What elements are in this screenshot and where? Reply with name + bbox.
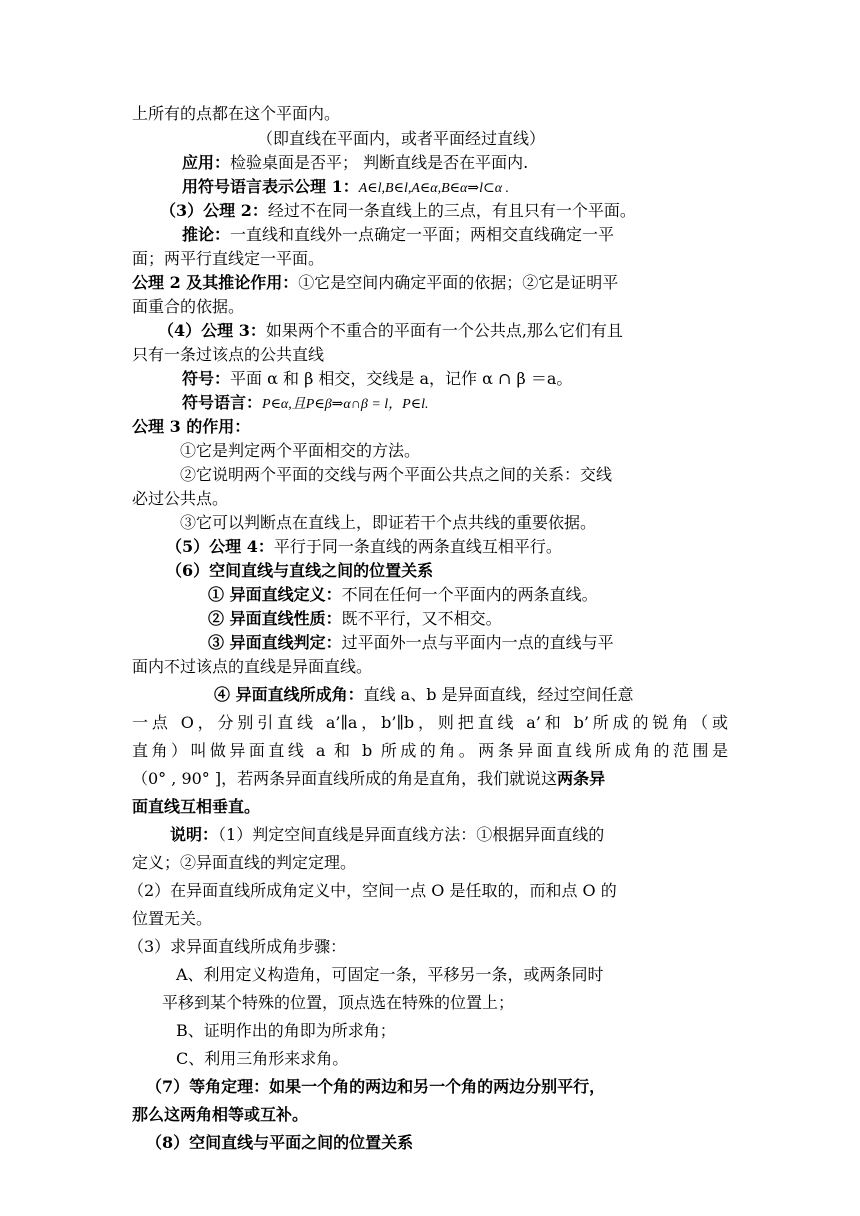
text-line xyxy=(208,585,598,605)
text-line: 位置无关。 xyxy=(132,909,213,928)
line-label: （4）公理 3： xyxy=(158,321,266,340)
text-line xyxy=(182,369,572,389)
line-label: ① 异面直线定义： xyxy=(208,585,342,604)
text-line xyxy=(182,393,428,415)
text-line: 必过公共点。 xyxy=(132,489,229,508)
text-line xyxy=(182,153,528,173)
text-line: 只有一条过该点的公共直线 xyxy=(132,345,325,364)
text-line: A、利用定义构造角，可固定一条，平移另一条，或两条同时 xyxy=(176,965,604,984)
line-text: 平面 α 和 β 相交，交线是 a，记作 α ∩ β ＝a。 xyxy=(230,369,573,388)
section-heading: （6）空间直线与直线之间的位置关系 xyxy=(166,561,434,580)
text-line: 一点 O，分别引直线 a’∥a，b’∥b，则把直线 a’和 b’所成的锐角（或 xyxy=(132,713,728,732)
line-label: ④ 异面直线所成角： xyxy=(214,685,364,704)
line-label: 符号语言： xyxy=(182,393,263,412)
text-line xyxy=(132,273,618,293)
text-line xyxy=(170,825,604,845)
line-label: 用符号语言表示公理 1： xyxy=(182,177,359,196)
text-line: 定义；②异面直线的判定定理。 xyxy=(132,853,357,872)
text-line: 平移到某个特殊的位置，顶点选在特殊的位置上； xyxy=(162,993,515,1012)
text-line xyxy=(214,685,634,705)
line-text: ①它是空间内确定平面的依据；②它是证明平 xyxy=(298,273,619,292)
line-label: ② 异面直线性质： xyxy=(208,609,342,628)
line-label: 公理 2 及其推论作用： xyxy=(132,273,299,292)
text-line: 直角）叫做异面直线 a 和 b 所成的角。两条异面直线所成角的范围是 xyxy=(132,741,728,760)
text-line xyxy=(208,609,502,629)
text-line xyxy=(132,769,605,789)
line-text: 检验桌面是否平； 判断直线是否在平面内. xyxy=(230,153,529,172)
text-line: ③它可以判断点在直线上，即证若干个点共线的重要依据。 xyxy=(180,513,597,532)
line-text: （1）判定空间直线是异面直线方法：①根据异面直线的 xyxy=(218,825,605,844)
line-label: 推论： xyxy=(182,225,231,244)
line-text: 不同在任何一个平面内的两条直线。 xyxy=(341,585,598,604)
text-line xyxy=(166,537,562,557)
section-heading: 公理 3 的作用： xyxy=(132,417,251,436)
theorem-line: 那么这两角相等或互补。 xyxy=(132,1105,309,1124)
text-line: 面重合的依据。 xyxy=(132,297,245,316)
text-line: （2）在异面直线所成角定义中，空间一点 O 是任取的，而和点 O 的 xyxy=(128,881,617,900)
text-line: C、利用三角形来求角。 xyxy=(176,1049,349,1068)
text-line: ②它说明两个平面的交线与两个平面公共点之间的关系：交线 xyxy=(180,465,613,484)
text-line xyxy=(182,225,614,245)
section-heading: （8）空间直线与平面之间的位置关系 xyxy=(146,1133,414,1152)
text-line xyxy=(160,201,636,221)
text-line xyxy=(158,321,623,341)
line-label: （5）公理 4： xyxy=(166,537,274,556)
line-text: 既不平行，又不相交。 xyxy=(341,609,502,628)
emphasis-text: 两条异 xyxy=(557,769,606,788)
line-label: （3）公理 2： xyxy=(160,201,268,220)
theorem-line: （7）等角定理：如果一个角的两边和另一个角的两边分别平行， xyxy=(146,1077,606,1096)
symbolic-formula: A∈l,B∈l,A∈α,B∈α⇒l⊂α . xyxy=(358,181,510,196)
symbolic-formula: P∈α,且P∈β⇒α∩β = l，P∈l. xyxy=(262,397,429,412)
text-line: （即直线在平面内，或者平面经过直线） xyxy=(257,129,546,148)
line-label: 符号： xyxy=(182,369,231,388)
line-text: 过平面外一点与平面内一点的直线与平 xyxy=(341,633,614,652)
line-text: 平行于同一条直线的两条直线互相平行。 xyxy=(273,537,562,556)
line-label: 应用： xyxy=(182,153,231,172)
text-line xyxy=(182,177,509,199)
text-line: （3）求异面直线所成角步骤： xyxy=(128,937,347,956)
line-text: （0° , 90° ]，若两条异面直线所成的角是直角，我们就说这 xyxy=(132,769,558,788)
text-line: B、证明作出的角即为所求角； xyxy=(176,1021,396,1040)
line-label: 说明： xyxy=(170,825,219,844)
text-line: 上所有的点都在这个平面内。 xyxy=(132,104,341,123)
emphasis-line: 面直线互相垂直。 xyxy=(132,797,261,816)
text-line: 面内不过该点的直线是异面直线。 xyxy=(132,657,373,676)
line-label: ③ 异面直线判定： xyxy=(208,633,342,652)
text-line: 面；两平行直线定一平面。 xyxy=(132,249,325,268)
line-text: 一直线和直线外一点确定一平面；两相交直线确定一平 xyxy=(230,225,615,244)
line-text: 经过不在同一条直线上的三点，有且只有一个平面。 xyxy=(267,201,636,220)
line-text: 直线 a、b 是异面直线，经过空间任意 xyxy=(363,685,634,704)
line-text: 如果两个不重合的平面有一个公共点,那么它们有且 xyxy=(265,321,623,340)
text-line xyxy=(208,633,614,653)
text-line: ①它是判定两个平面相交的方法。 xyxy=(180,441,421,460)
